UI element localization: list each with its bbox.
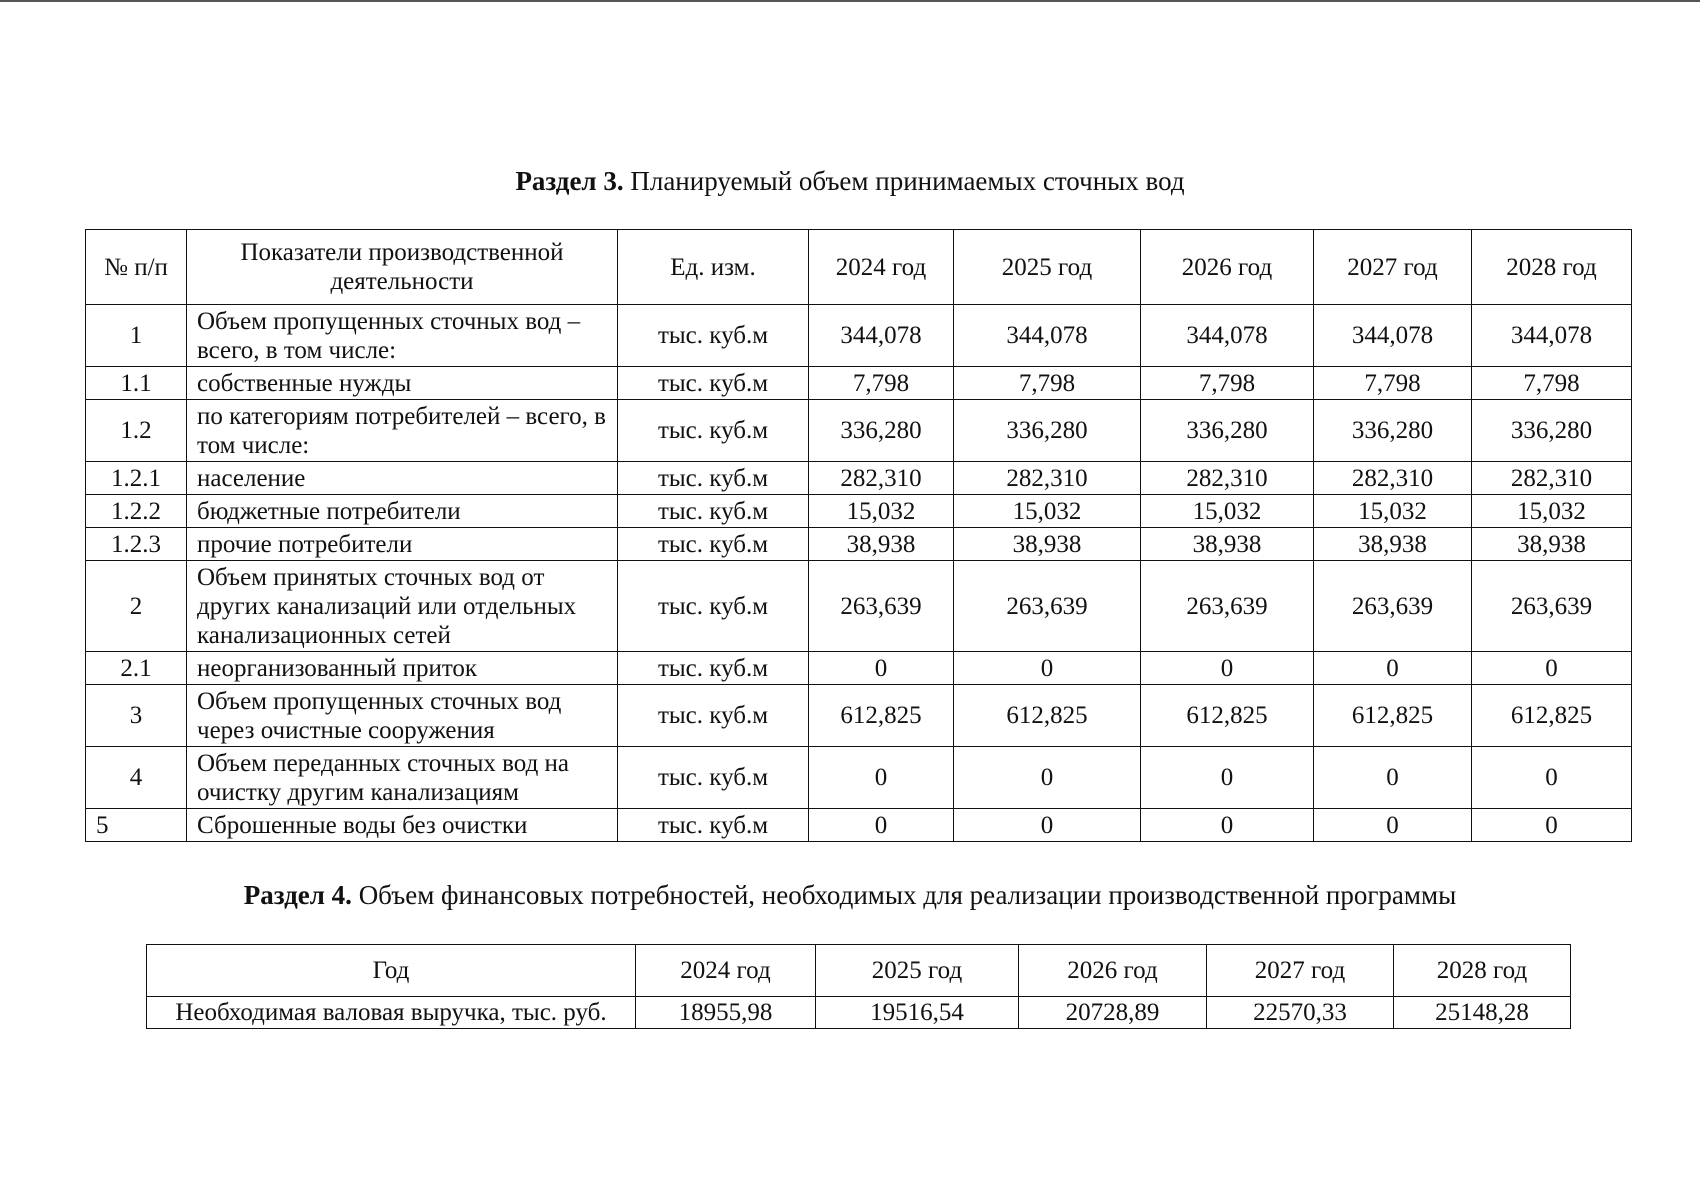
row-unit: тыс. куб.м [618, 809, 809, 842]
row-value: 0 [1314, 652, 1472, 685]
row-value: 0 [809, 652, 954, 685]
row-unit: тыс. куб.м [618, 561, 809, 652]
row-value: 7,798 [954, 367, 1141, 400]
row-indicator: Объем пропущенных сточных вод через очистные сооружения [187, 685, 618, 747]
row-indicator: по категориям потребителей – всего, в том числе: [187, 400, 618, 462]
row-value: 263,639 [1472, 561, 1632, 652]
top-border-line [0, 0, 1700, 2]
row-indicator: Объем принятых сточных вод от других канализаций или отдельных канализационных сетей [187, 561, 618, 652]
header-unit: Ед. изм. [618, 230, 809, 305]
row-value: 282,310 [809, 462, 954, 495]
row-value: 38,938 [809, 528, 954, 561]
row-value: 0 [1314, 809, 1472, 842]
row-num: 1.2.1 [86, 462, 187, 495]
table-row [86, 367, 1632, 400]
table-row [86, 528, 1632, 561]
row-value: 15,032 [1314, 495, 1472, 528]
row-value: 15,032 [1141, 495, 1314, 528]
row-indicator: прочие потребители [187, 528, 618, 561]
row-unit: тыс. куб.м [618, 495, 809, 528]
row-num: 2.1 [86, 652, 187, 685]
row-value: 15,032 [954, 495, 1141, 528]
header-year: 2024 год [809, 230, 954, 305]
section-4-heading [0, 879, 1700, 911]
row-num: 1 [86, 305, 187, 367]
header-year: 2027 год [1314, 230, 1472, 305]
table-row [86, 400, 1632, 462]
row-indicator: Объем переданных сточных вод на очистку другим канализациям [187, 747, 618, 809]
table-row [86, 462, 1632, 495]
row-value: 0 [809, 747, 954, 809]
row-num: 3 [86, 685, 187, 747]
section-4-label: Раздел 4. [243, 880, 352, 910]
row-num: 2 [86, 561, 187, 652]
section-3-label: Раздел 3. [515, 166, 624, 196]
table-row [86, 652, 1632, 685]
row-value: 0 [1314, 747, 1472, 809]
row-value: 612,825 [809, 685, 954, 747]
row-value: 7,798 [1314, 367, 1472, 400]
row-value: 282,310 [1314, 462, 1472, 495]
row-unit: тыс. куб.м [618, 367, 809, 400]
row-indicator: Объем пропущенных сточных вод – всего, в том числе: [187, 305, 618, 367]
row-unit: тыс. куб.м [618, 747, 809, 809]
row-value: 282,310 [1141, 462, 1314, 495]
row-value: 15,032 [809, 495, 954, 528]
row-num: 1.2 [86, 400, 187, 462]
row-value: 7,798 [809, 367, 954, 400]
row-value: 612,825 [1314, 685, 1472, 747]
table-row [86, 495, 1632, 528]
wastewater-volume-table [85, 229, 1632, 842]
row-value: 0 [954, 809, 1141, 842]
row-unit: тыс. куб.м [618, 652, 809, 685]
table-row [86, 305, 1632, 367]
row-value: 0 [954, 747, 1141, 809]
row-unit: тыс. куб.м [618, 400, 809, 462]
row-value: 336,280 [809, 400, 954, 462]
header-year: 2027 год [1207, 945, 1394, 997]
row-value: 336,280 [1141, 400, 1314, 462]
row-indicator: бюджетные потребители [187, 495, 618, 528]
row-value: 0 [1141, 809, 1314, 842]
header-indicator: Показатели производственной деятельности [187, 230, 618, 305]
row-num: 4 [86, 747, 187, 809]
table-row [147, 997, 1571, 1029]
row-value: 38,938 [1472, 528, 1632, 561]
row-unit: тыс. куб.м [618, 305, 809, 367]
row-indicator: собственные нужды [187, 367, 618, 400]
row-value: 15,032 [1472, 495, 1632, 528]
row-num: 1.1 [86, 367, 187, 400]
row-value: 7,798 [1141, 367, 1314, 400]
row-value: 0 [1472, 809, 1632, 842]
header-year-label: Год [147, 945, 636, 997]
row-value: 612,825 [954, 685, 1141, 747]
header-year: 2026 год [1019, 945, 1207, 997]
row-value: 0 [1141, 652, 1314, 685]
row-value: 263,639 [1314, 561, 1472, 652]
row-value: 344,078 [1472, 305, 1632, 367]
row-num: 1.2.3 [86, 528, 187, 561]
table-header-row [147, 945, 1571, 997]
header-year: 2025 год [954, 230, 1141, 305]
row-value: 0 [954, 652, 1141, 685]
table-row [86, 809, 1632, 842]
row-value: 0 [809, 809, 954, 842]
row-value: 336,280 [1314, 400, 1472, 462]
row-value: 22570,33 [1207, 997, 1394, 1029]
table-header-row [86, 230, 1632, 305]
row-value: 38,938 [1314, 528, 1472, 561]
row-value: 0 [1141, 747, 1314, 809]
row-value: 344,078 [1141, 305, 1314, 367]
row-value: 336,280 [954, 400, 1141, 462]
header-num: № п/п [86, 230, 187, 305]
row-num: 1.2.2 [86, 495, 187, 528]
row-value: 263,639 [809, 561, 954, 652]
row-value: 18955,98 [636, 997, 816, 1029]
header-year: 2028 год [1472, 230, 1632, 305]
header-year: 2024 год [636, 945, 816, 997]
row-indicator: неорганизованный приток [187, 652, 618, 685]
row-value: 282,310 [954, 462, 1141, 495]
row-unit: тыс. куб.м [618, 462, 809, 495]
table-row [86, 561, 1632, 652]
header-year: 2028 год [1394, 945, 1571, 997]
row-unit: тыс. куб.м [618, 528, 809, 561]
row-value: 344,078 [954, 305, 1141, 367]
table-row [86, 685, 1632, 747]
header-year: 2025 год [816, 945, 1019, 997]
row-indicator: население [187, 462, 618, 495]
row-value: 0 [1472, 652, 1632, 685]
row-value: 344,078 [809, 305, 954, 367]
row-label: Необходимая валовая выручка, тыс. руб. [147, 997, 636, 1029]
row-value: 25148,28 [1394, 997, 1571, 1029]
row-unit: тыс. куб.м [618, 685, 809, 747]
row-value: 38,938 [954, 528, 1141, 561]
row-value: 20728,89 [1019, 997, 1207, 1029]
table-row [86, 747, 1632, 809]
row-value: 263,639 [954, 561, 1141, 652]
row-value: 38,938 [1141, 528, 1314, 561]
row-value: 612,825 [1472, 685, 1632, 747]
row-num: 5 [86, 809, 187, 842]
section-3-heading [0, 165, 1700, 197]
section-4-title: Объем финансовых потребностей, необходимых для реализации производственной программы [358, 880, 1457, 910]
row-value: 19516,54 [816, 997, 1019, 1029]
financial-needs-table [146, 944, 1571, 1029]
row-value: 612,825 [1141, 685, 1314, 747]
row-value: 336,280 [1472, 400, 1632, 462]
row-value: 282,310 [1472, 462, 1632, 495]
row-indicator: Сброшенные воды без очистки [187, 809, 618, 842]
header-year: 2026 год [1141, 230, 1314, 305]
row-value: 263,639 [1141, 561, 1314, 652]
section-3-title: Планируемый объем принимаемых сточных вод [630, 166, 1185, 196]
row-value: 344,078 [1314, 305, 1472, 367]
row-value: 7,798 [1472, 367, 1632, 400]
row-value: 0 [1472, 747, 1632, 809]
